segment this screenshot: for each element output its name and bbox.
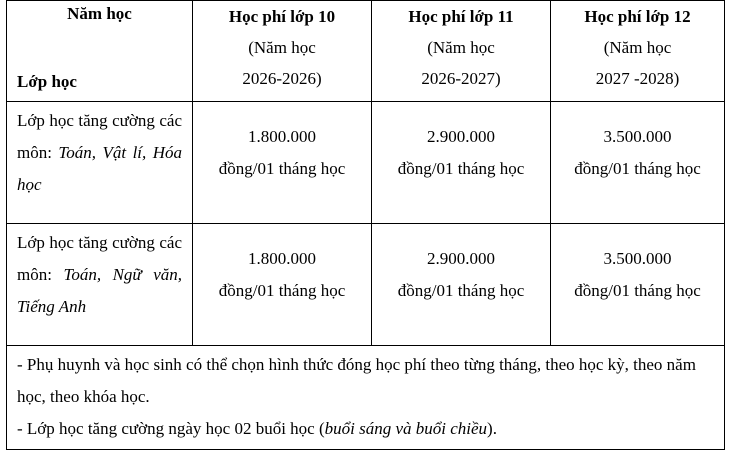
price-amount: 2.900.000: [427, 249, 495, 268]
price-cell: [372, 224, 551, 346]
grade-10-title: Học phí lớp 10: [228, 7, 336, 26]
table-row: [7, 224, 725, 346]
grade-12-year-label: (Năm học: [603, 38, 672, 57]
grade-11-year: 2026-2027): [421, 69, 501, 88]
header-grade-12: [551, 1, 725, 102]
price-unit: đồng/01 tháng học: [397, 159, 525, 178]
tuition-fee-table: [6, 0, 725, 450]
price-unit: đồng/01 tháng học: [397, 281, 525, 300]
note-schedule-sessions: buổi sáng và buổi chiều: [324, 419, 488, 438]
grade-12-title: Học phí lớp 12: [584, 7, 691, 26]
price-amount: 3.500.000: [603, 127, 672, 146]
header-row: [7, 1, 725, 102]
class-name-subjects: Toán, Ngữ văn, Tiếng Anh: [17, 265, 182, 316]
class-heading: Lớp học: [17, 72, 77, 91]
price-amount: 2.900.000: [427, 127, 495, 146]
note-schedule-end: ).: [487, 419, 497, 438]
price-unit: đồng/01 tháng học: [218, 159, 346, 178]
price-unit: đồng/01 tháng học: [574, 281, 701, 300]
header-corner-cell: [7, 1, 193, 102]
grade-10-year: 2026-2026): [242, 69, 322, 88]
price-cell: [372, 102, 551, 224]
school-year-heading: Năm học: [67, 4, 132, 23]
class-name-plain: Lớp học tăng cường các môn:: [17, 111, 182, 162]
header-grade-11: [372, 1, 551, 102]
grade-11-title: Học phí lớp 11: [408, 7, 514, 26]
price-amount: 3.500.000: [603, 249, 672, 268]
class-name-cell: [7, 102, 193, 224]
price-cell: [193, 102, 372, 224]
class-name-plain: Lớp học tăng cường các môn:: [17, 233, 182, 284]
note-schedule-text: - Lớp học tăng cường ngày học 02 buổi học (: [17, 419, 325, 438]
class-name-subjects: Toán, Vật lí, Hóa học: [17, 143, 182, 194]
price-cell: [551, 102, 725, 224]
note-schedule: [17, 413, 714, 445]
price-unit: đồng/01 tháng học: [574, 159, 701, 178]
notes-row: [7, 346, 725, 450]
price-cell: [193, 224, 372, 346]
price-amount: 1.800.000: [248, 127, 316, 146]
header-grade-10: [193, 1, 372, 102]
grade-11-year-label: (Năm học: [427, 38, 495, 57]
note-payment-options: - Phụ huynh và học sinh có thể chọn hình thức đóng học phí theo từng tháng, theo học kỳ, theo năm học, theo khóa học.: [17, 355, 696, 406]
price-cell: [551, 224, 725, 346]
grade-10-year-label: (Năm học: [248, 38, 316, 57]
notes-cell: [7, 346, 725, 450]
table-row: [7, 102, 725, 224]
price-amount: 1.800.000: [248, 249, 316, 268]
class-name-cell: [7, 224, 193, 346]
price-unit: đồng/01 tháng học: [218, 281, 346, 300]
grade-12-year: 2027 -2028): [595, 69, 680, 88]
